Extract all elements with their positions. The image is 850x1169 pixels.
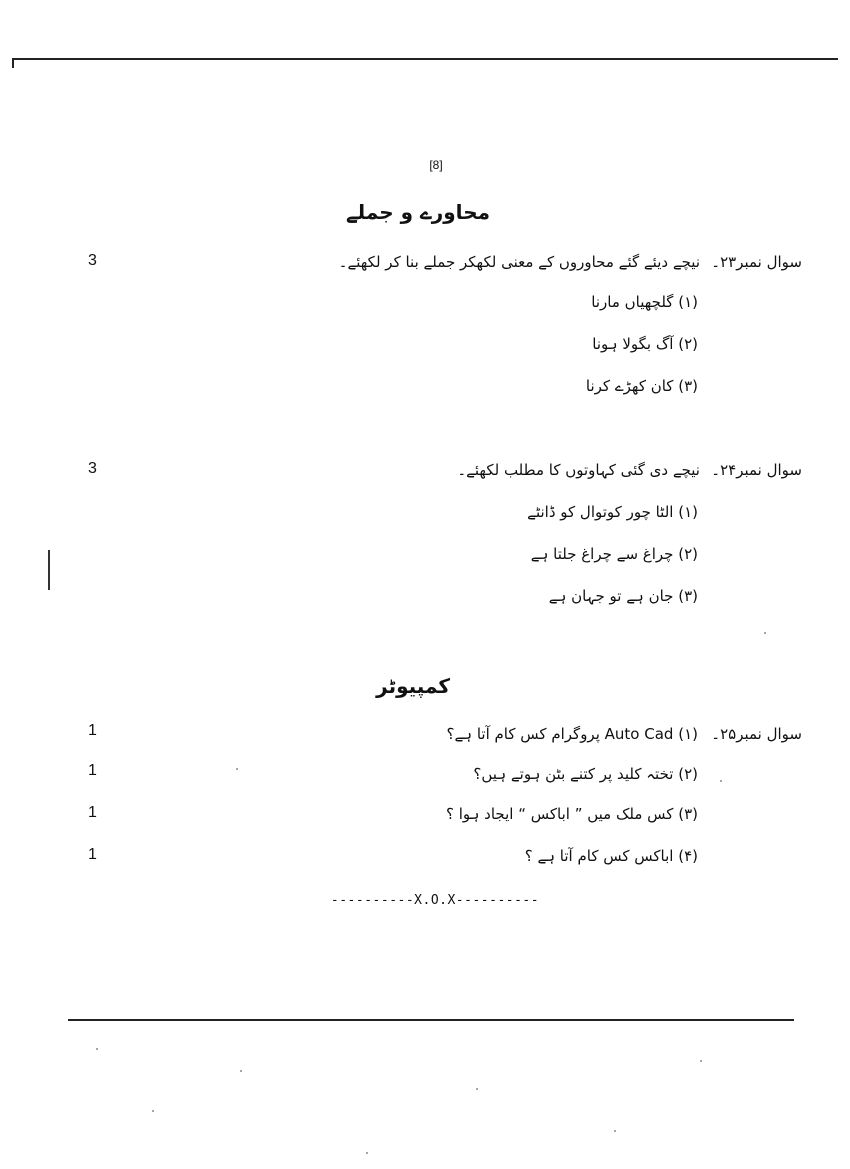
question-23-item-2: (۲) آگ بگولا ہونا [592, 335, 698, 353]
question-23-marks: 3 [88, 252, 97, 269]
question-25-item-1: (۱) Auto Cad پروگرام کس کام آتا ہے؟ [446, 725, 698, 743]
question-25-item-1-marks: 1 [88, 722, 97, 739]
scan-speck [366, 1152, 368, 1154]
question-25-item-2-marks: 1 [88, 762, 97, 779]
question-25-item-3-marks: 1 [88, 804, 97, 821]
scan-speck [614, 1130, 616, 1132]
end-of-paper-mark: ----------X.O.X---------- [330, 893, 540, 908]
question-23-item-3: (۳) کان کھڑے کرنا [585, 377, 698, 395]
section-title-computer: کمپیوٹر [376, 674, 450, 698]
scan-speck [236, 768, 238, 770]
scan-speck [700, 1060, 702, 1062]
question-23-text: نیچے دیئے گئے محاوروں کے معنی لکھکر جملے بنا کر لکھئے۔ [338, 253, 700, 271]
question-24-item-1: (۱) الٹا چور کوتوال کو ڈانٹے [527, 503, 698, 521]
bottom-rule [68, 1019, 794, 1021]
question-25-item-3: (۳) کس ملک میں ” اباکس “ ایجاد ہوا ؟ [445, 805, 698, 823]
top-rule [12, 58, 838, 60]
question-25-label: سوال نمبر۲۵۔ [711, 725, 802, 743]
scan-speck [96, 1048, 98, 1050]
scan-speck [152, 1110, 154, 1112]
question-24-marks: 3 [88, 460, 97, 477]
scan-speck [720, 780, 722, 782]
section-title-idioms: محاورے و جملے [345, 200, 490, 224]
page-number: [8] [429, 158, 443, 172]
question-23-item-1: (۱) گلچھیاں مارنا [591, 293, 698, 311]
question-25-item-4-marks: 1 [88, 846, 97, 863]
question-23-label: سوال نمبر۲۳۔ [711, 253, 802, 271]
question-24-text: نیچے دی گئی کہاوتوں کا مطلب لکھئے۔ [457, 461, 700, 479]
question-24-item-3: (۳) جان ہے تو جہان ہے [548, 587, 698, 605]
question-24-item-2: (۲) چراغ سے چراغ جلتا ہے [530, 545, 698, 563]
top-rule-tick [12, 58, 14, 68]
question-25-item-4: (۴) اباکس کس کام آتا ہے ؟ [524, 847, 698, 865]
question-24-label: سوال نمبر۲۴۔ [711, 461, 802, 479]
scan-speck [764, 632, 766, 634]
scan-speck [240, 1070, 242, 1072]
margin-mark [48, 550, 50, 590]
question-25-item-2: (۲) تختہ کلید پر کتنے بٹن ہوتے ہیں؟ [473, 765, 698, 783]
scan-speck [476, 1088, 478, 1090]
